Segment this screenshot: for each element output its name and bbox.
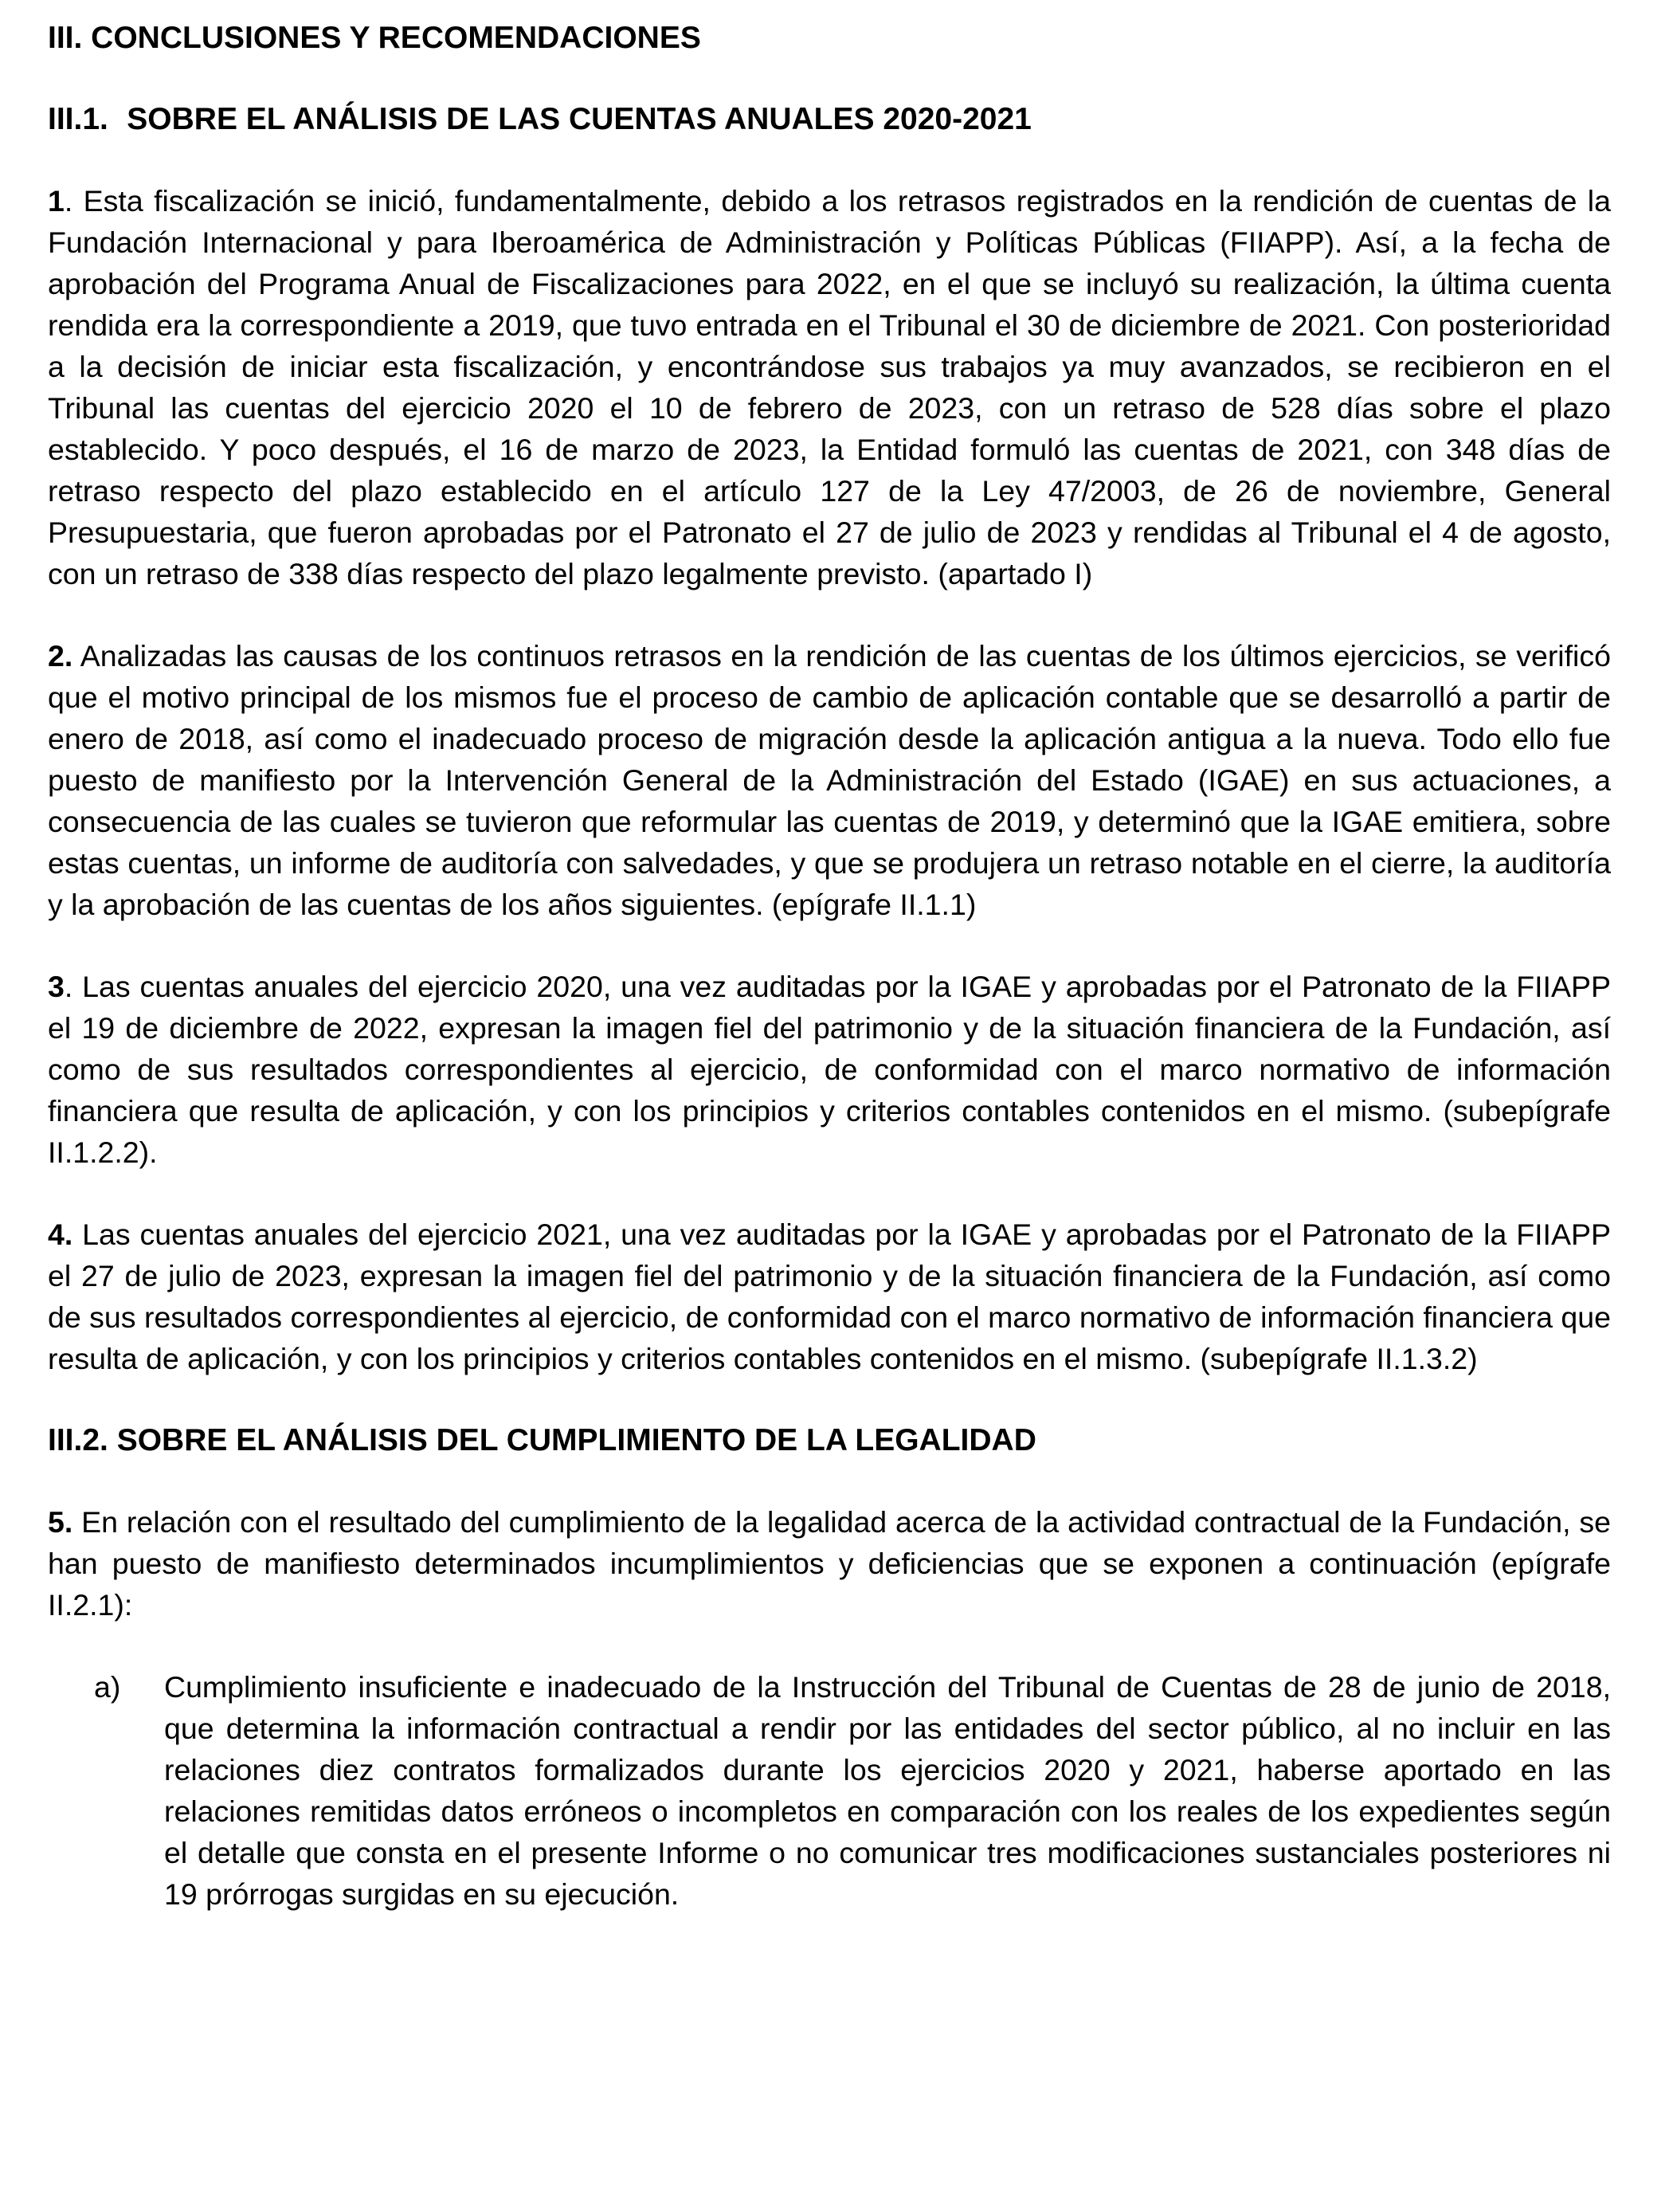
paragraph-number: 3 (48, 970, 65, 1003)
paragraph-text: Las cuentas anuales del ejercicio 2021, una vez auditadas por la IGAE y aprobadas por el Patronato de la FIIAPP el 27 de julio de 2023, expresan la imagen fiel del patrimonio y de la situación financiera de la Fundación, así como de sus resultados correspondientes al ejercicio, de conformidad con el marco normativo de información financiera que resulta de aplicación, y con los principios y criterios contables contenidos en el mismo. (subepígrafe II.1.3.2) (48, 1218, 1611, 1375)
paragraph-number: 4. (48, 1218, 73, 1251)
section-heading-1 (48, 99, 1611, 140)
list-item-text: Cumplimiento insuficiente e inadecuado de la Instrucción del Tribunal de Cuentas de 28 de junio de 2018, que determina la información contractual a rendir por las entidades del sector público, al no incluir en las relaciones diez contratos formalizados durante los ejercicios 2020 y 2021, haberse aportado en las relaciones remitidas datos erróneos o incompletos en comparación con los reales de los expedientes según el detalle que consta en el presente Informe o no comunicar tres modificaciones sustanciales posteriores ni 19 prórrogas surgidas en su ejecución. (164, 1670, 1611, 1911)
document-page (48, 18, 1611, 1915)
paragraph-3 (48, 966, 1611, 1173)
paragraph-1 (48, 180, 1611, 594)
section-title: SOBRE EL ANÁLISIS DE LAS CUENTAS ANUALES 2020-2021 (127, 102, 1032, 136)
paragraph-2 (48, 635, 1611, 925)
paragraph-text: . Esta fiscalización se inició, fundamentalmente, debido a los retrasos registrados en la rendición de cuentas de la Fundación Internacional y para Iberoamérica de Administración y Políticas Públicas (FIIAPP). Así, a la fecha de aprobación del Programa Anual de Fiscalizaciones para 2022, en el que se incluyó su realización, la última cuenta rendida era la correspondiente a 2019, que tuvo entrada en el Tribunal el 30 de diciembre de 2021. Con posterioridad a la decisión de iniciar esta fiscalización, y encontrándose sus trabajos ya muy avanzados, se recibieron en el Tribunal las cuentas del ejercicio 2020 el 10 de febrero de 2023, con un retraso de 528 días sobre el plazo establecido. Y poco después, el 16 de marzo de 2023, la Entidad formuló las cuentas de 2021, con 348 días de retraso respecto del plazo establecido en el artículo 127 de la Ley 47/2003, de 26 de noviembre, General Presupuestaria, que fueron aprobadas por el Patronato el 27 de julio de 2023 y rendidas al Tribunal el 4 de agosto, con un retraso de 338 días respecto del plazo legalmente previsto. (apartado I) (48, 184, 1611, 590)
list-item-a (48, 1666, 1611, 1915)
list-marker: a) (94, 1670, 121, 1704)
main-heading: III. CONCLUSIONES Y RECOMENDACIONES (48, 21, 701, 55)
paragraph-number: 2. (48, 639, 73, 673)
section-number: III.1. (48, 102, 108, 136)
paragraph-text: . Las cuentas anuales del ejercicio 2020, una vez auditadas por la IGAE y aprobadas por el Patronato de la FIIAPP el 19 de diciembre de 2022, expresan la imagen fiel del patrimonio y de la situación financiera de la Fundación, así como de sus resultados correspondientes al ejercicio, de conformidad con el marco normativo de información financiera que resulta de aplicación, y con los principios y criterios contables contenidos en el mismo. (subepígrafe II.1.2.2). (48, 970, 1611, 1169)
list-marker-wrap (48, 1666, 164, 1915)
paragraph-text: Analizadas las causas de los continuos retrasos en la rendición de las cuentas de los últimos ejercicios, se verificó que el motivo principal de los mismos fue el proceso de cambio de aplicación contable que se desarrolló a partir de enero de 2018, así como el inadecuado proceso de migración desde la aplicación antigua a la nueva. Todo ello fue puesto de manifiesto por la Intervención General de la Administración del Estado (IGAE) en sus actuaciones, a consecuencia de las cuales se tuvieron que reformular las cuentas de 2019, y determinó que la IGAE emitiera, sobre estas cuentas, un informe de auditoría con salvedades, y que se produjera un retraso notable en el cierre, la auditoría y la aprobación de las cuentas de los años siguientes. (epígrafe II.1.1) (48, 639, 1611, 921)
paragraph-text: En relación con el resultado del cumplimiento de la legalidad acerca de la actividad contractual de la Fundación, se han puesto de manifiesto determinados incumplimientos y deficiencias que se exponen a continuación (epígrafe II.2.1): (48, 1505, 1611, 1622)
section-heading-2: III.2. SOBRE EL ANÁLISIS DEL CUMPLIMIENTO DE LA LEGALIDAD (48, 1423, 1036, 1457)
paragraph-5 (48, 1501, 1611, 1626)
paragraph-4 (48, 1214, 1611, 1379)
paragraph-number: 1 (48, 184, 65, 218)
paragraph-number: 5. (48, 1505, 73, 1539)
